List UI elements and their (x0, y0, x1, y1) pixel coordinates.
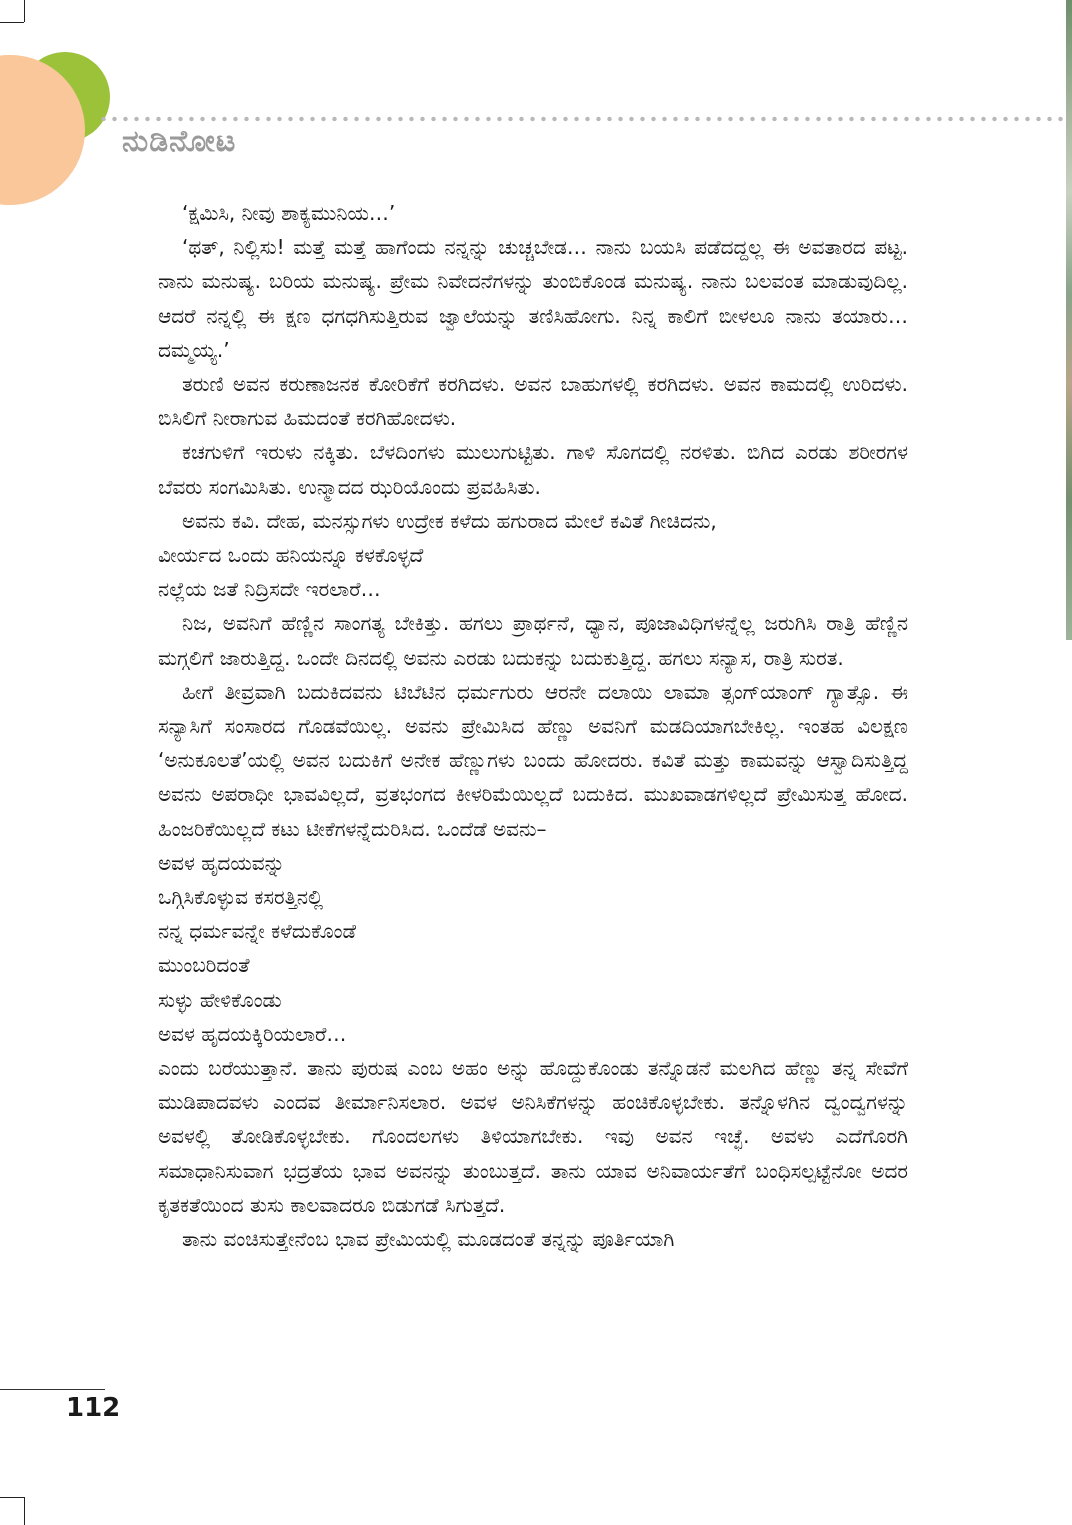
article-body (158, 196, 908, 1256)
adjacent-page-edge-image (1066, 0, 1072, 640)
dotted-header-rule (98, 115, 1070, 123)
verse-line: ನಲ್ಲೆಯ ಜತೆ ನಿದ್ರಿಸದೇ ಇರಲಾರೆ… (158, 577, 381, 602)
crop-mark-bottom-left-vertical (24, 1497, 25, 1525)
paragraph: ಕಚಗುಳಿಗೆ ಇರುಳು ನಕ್ಕಿತು. ಬೆಳದಿಂಗಳು ಮುಲುಗುಟ್ಟಿತು. ಗಾಳಿ ಸೊಗದಲ್ಲಿ ನರಳಿತು. ಬಿಗಿದ ಎರಡು ಶರೀರಗಳ ಬೆವರು ಸಂಗಮಿಸಿತು. ಉನ್ಮಾದದ ಝರಿಯೊಂದು ಪ್ರವಹಿಸಿತು. (158, 440, 908, 499)
paragraph: ನಿಜ, ಅವನಿಗೆ ಹೆಣ್ಣಿನ ಸಾಂಗತ್ಯ ಬೇಕಿತ್ತು. ಹಗಲು ಪ್ರಾರ್ಥನೆ, ಧ್ಯಾನ, ಪೂಜಾವಿಧಿಗಳನ್ನೆಲ್ಲ ಜರುಗಿಸಿ ರಾತ್ರಿ ಹೆಣ್ಣಿನ ಮಗ್ಗಲಿಗೆ ಜಾರುತ್ತಿದ್ದ. ಒಂದೇ ದಿನದಲ್ಲಿ ಅವನು ಎರಡು ಬದುಕನ್ನು ಬದುಕುತ್ತಿದ್ದ. ಹಗಲು ಸನ್ಯಾಸ, ರಾತ್ರಿ ಸುರತ. (158, 611, 908, 670)
paragraph: ತಾನು ವಂಚಿಸುತ್ತೇನೆಂಬ ಭಾವ ಪ್ರೇಮಿಯಲ್ಲಿ ಮೂಡದಂತೆ ತನ್ನನ್ನು ಪೂರ್ತಿಯಾಗಿ (182, 1227, 675, 1252)
verse-line: ವೀರ್ಯದ ಒಂದು ಹನಿಯನ್ನೂ ಕಳಕೊಳ್ಳದೆ (158, 543, 424, 568)
page-number: 112 (66, 1393, 121, 1423)
paragraph: ‘ಕ್ಷಮಿಸಿ, ನೀವು ಶಾಕ್ಯಮುನಿಯ…’ (182, 201, 396, 225)
crop-mark-top-left-vertical (24, 0, 25, 22)
crop-mark-top-left-horizontal (0, 22, 24, 23)
verse-line: ನನ್ನ ಧರ್ಮವನ್ನೇ ಕಳೆದುಕೊಂಡೆ (158, 919, 357, 944)
crop-mark-bottom-left-horizontal (0, 1497, 24, 1498)
page-number-rule (0, 1389, 105, 1390)
section-title: ನುಡಿನೋಟ (122, 124, 237, 159)
verse-line: ಸುಳ್ಳು ಹೇಳಿಕೊಂಡು (158, 987, 282, 1012)
verse-line: ಅವಳ ಹೃದಯವನ್ನು (158, 850, 285, 875)
paragraph: ತರುಣಿ ಅವನ ಕರುಣಾಜನಕ ಕೋರಿಕೆಗೆ ಕರಗಿದಳು. ಅವನ ಬಾಹುಗಳಲ್ಲಿ ಕರಗಿದಳು. ಅವನ ಕಾಮದಲ್ಲಿ ಉರಿದಳು. ಬಿಸಿಲಿಗೆ ನೀರಾಗುವ ಹಿಮದಂತೆ ಕರಗಿಹೋದಳು. (158, 372, 908, 431)
paragraph: ‘ಥತ್, ನಿಲ್ಲಿಸು! ಮತ್ತೆ ಮತ್ತೆ ಹಾಗೆಂದು ನನ್ನನ್ನು ಚುಚ್ಚಬೇಡ… ನಾನು ಬಯಸಿ ಪಡೆದದ್ದಲ್ಲ ಈ ಅವತಾರದ ಪಟ್ಟ. ನಾನು ಮನುಷ್ಯ. ಬರಿಯ ಮನುಷ್ಯ. ಪ್ರೇಮ ನಿವೇದನೆಗಳನ್ನು ತುಂಬಿಕೊಂಡ ಮನುಷ್ಯ. ನಾನು ಬಲವಂತ ಮಾಡುವುದಿಲ್ಲ. ಆದರೆ ನನ್ನಲ್ಲಿ ಈ ಕ್ಷಣ ಧಗಧಗಿಸುತ್ತಿರುವ ಜ್ವಾಲೆಯನ್ನು ತಣಿಸಿಹೋಗು. ನಿನ್ನ ಕಾಲಿಗೆ ಬೀಳಲೂ ನಾನು ತಯಾರು… ದಮ್ಮಯ್ಯ.’ (158, 235, 908, 362)
verse-line: ಮುಂಬರಿದಂತೆ (158, 953, 250, 978)
verse-line: ಒಗ್ಗಿಸಿಕೊಳ್ಳುವ ಕಸರತ್ತಿನಲ್ಲಿ (158, 885, 324, 910)
paragraph: ಹೀಗೆ ತೀವ್ರವಾಗಿ ಬದುಕಿದವನು ಟಿಬೆಟಿನ ಧರ್ಮಗುರು ಆರನೇ ದಲಾಯಿ ಲಾಮಾ ತ್ಸಂಗ್‌ಯಾಂಗ್ ಗ್ಯಾತ್ಸೊ. ಈ ಸನ್ಯಾಸಿಗೆ ಸಂಸಾರದ ಗೊಡವೆಯಿಲ್ಲ. ಅವನು ಪ್ರೇಮಿಸಿದ ಹೆಣ್ಣು ಅವನಿಗೆ ಮಡದಿಯಾಗಬೇಕಿಲ್ಲ. ಇಂತಹ ವಿಲಕ್ಷಣ ‘ಅನುಕೂಲತೆ’ಯಲ್ಲಿ ಅವನ ಬದುಕಿಗೆ ಅನೇಕ ಹೆಣ್ಣುಗಳು ಬಂದು ಹೋದರು. ಕವಿತೆ ಮತ್ತು ಕಾಮವನ್ನು ಆಸ್ವಾದಿಸುತ್ತಿದ್ದ ಅವನು ಅಪರಾಧೀ ಭಾವವಿಲ್ಲದೆ, ವ್ರತಭಂಗದ ಕೀಳರಿಮೆಯಿಲ್ಲದೆ ಬದುಕಿದ. ಮುಖವಾಡಗಳಿಲ್ಲದೆ ಪ್ರೇಮಿಸುತ್ತ ಹೋದ. ಹಿಂಜರಿಕೆಯಿಲ್ಲದೆ ಕಟು ಟೀಕೆಗಳನ್ನೆದುರಿಸಿದ. ಒಂದೆಡೆ ಅವನು– (158, 679, 908, 841)
verse-line: ಅವಳ ಹೃದಯಕ್ಕಿರಿಯಲಾರೆ… (158, 1021, 347, 1046)
paragraph: ಅವನು ಕವಿ. ದೇಹ, ಮನಸ್ಸುಗಳು ಉದ್ರೇಕ ಕಳೆದು ಹಗುರಾದ ಮೇಲೆ ಕವಿತೆ ಗೀಚಿದನು, (182, 508, 717, 533)
paragraph: ಎಂದು ಬರೆಯುತ್ತಾನೆ. ತಾನು ಪುರುಷ ಎಂಬ ಅಹಂ ಅನ್ನು ಹೊದ್ದುಕೊಂಡು ತನ್ನೊಡನೆ ಮಲಗಿದ ಹೆಣ್ಣು ತನ್ನ ಸೇವೆಗೆ ಮುಡಿಪಾದವಳು ಎಂದವ ತೀರ್ಮಾನಿಸಲಾರ. ಅವಳ ಅನಿಸಿಕೆಗಳನ್ನು ಹಂಚಿಕೊಳ್ಳಬೇಕು. ತನ್ನೊಳಗಿನ ದ್ವಂದ್ವಗಳನ್ನು ಅವಳಲ್ಲಿ ತೋಡಿಕೊಳ್ಳಬೇಕು. ಗೊಂದಲಗಳು ತಿಳಿಯಾಗಬೇಕು. ಇವು ಅವನ ಇಚ್ಛೆ. ಅವಳು ಎದೆಗೊರಗಿ ಸಮಾಧಾನಿಸುವಾಗ ಭದ್ರತೆಯ ಭಾವ ಅವನನ್ನು ತುಂಬುತ್ತದೆ. ತಾನು ಯಾವ ಅನಿವಾರ್ಯತೆಗೆ ಬಂಧಿಸಲ್ಪಟ್ಟೆನೋ ಅದರ ಕೃತಕತೆಯಿಂದ ತುಸು ಕಾಲವಾದರೂ ಬಿಡುಗಡೆ ಸಿಗುತ್ತದೆ. (158, 1056, 908, 1217)
